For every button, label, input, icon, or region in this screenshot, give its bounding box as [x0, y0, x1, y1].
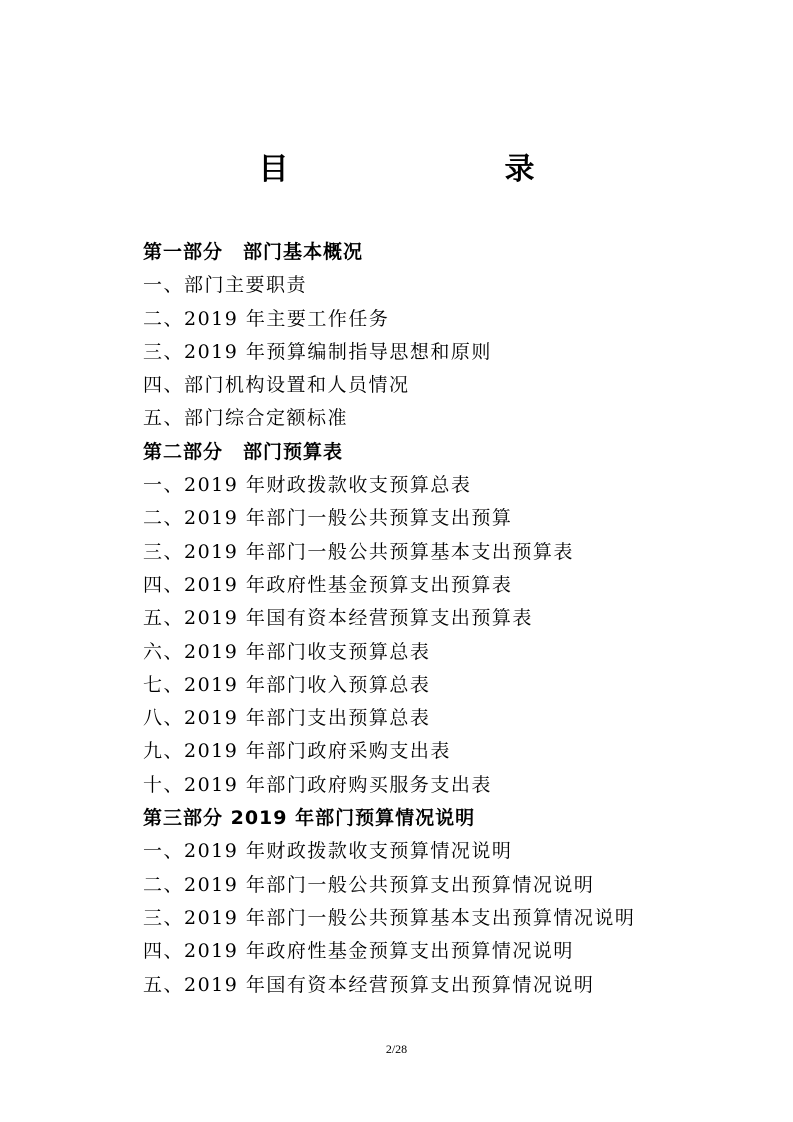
table-of-contents	[143, 236, 763, 1002]
toc-item: 二、2019 年部门一般公共预算支出预算	[143, 507, 513, 530]
toc-item: 五、2019 年国有资本经营预算支出预算情况说明	[143, 973, 595, 996]
toc-item: 三、2019 年部门一般公共预算基本支出预算情况说明	[143, 906, 636, 929]
toc-item: 五、2019 年国有资本经营预算支出预算表	[143, 607, 533, 630]
toc-item: 三、2019 年部门一般公共预算基本支出预算表	[143, 540, 574, 563]
toc-item: 四、部门机构设置和人员情况	[143, 374, 410, 397]
toc-item: 八、2019 年部门支出预算总表	[143, 707, 431, 730]
toc-item: 三、2019 年预算编制指导思想和原则	[143, 340, 492, 363]
toc-item: 九、2019 年部门政府采购支出表	[143, 740, 451, 763]
toc-item: 四、2019 年政府性基金预算支出预算情况说明	[143, 940, 574, 963]
toc-item: 二、2019 年部门一般公共预算支出预算情况说明	[143, 873, 595, 896]
toc-item: 一、2019 年财政拨款收支预算总表	[143, 474, 472, 497]
toc-item: 五、部门综合定额标准	[143, 407, 349, 430]
toc-item: 七、2019 年部门收入预算总表	[143, 673, 431, 696]
toc-item: 四、2019 年政府性基金预算支出预算表	[143, 573, 513, 596]
toc-item: 一、2019 年财政拨款收支预算情况说明	[143, 840, 513, 863]
toc-item: 十、2019 年部门政府购买服务支出表	[143, 773, 492, 796]
toc-part-heading: 第一部分 部门基本概况	[143, 241, 364, 263]
toc-item: 一、部门主要职责	[143, 274, 308, 297]
page-number: 2/28	[385, 1042, 408, 1056]
page-title: 目 录	[258, 152, 587, 187]
toc-part-heading: 第二部分 部门预算表	[143, 440, 344, 463]
toc-item: 二、2019 年主要工作任务	[143, 307, 390, 330]
toc-item: 六、2019 年部门收支预算总表	[143, 640, 431, 663]
toc-part-heading: 第三部分 2019 年部门预算情况说明	[143, 807, 476, 830]
